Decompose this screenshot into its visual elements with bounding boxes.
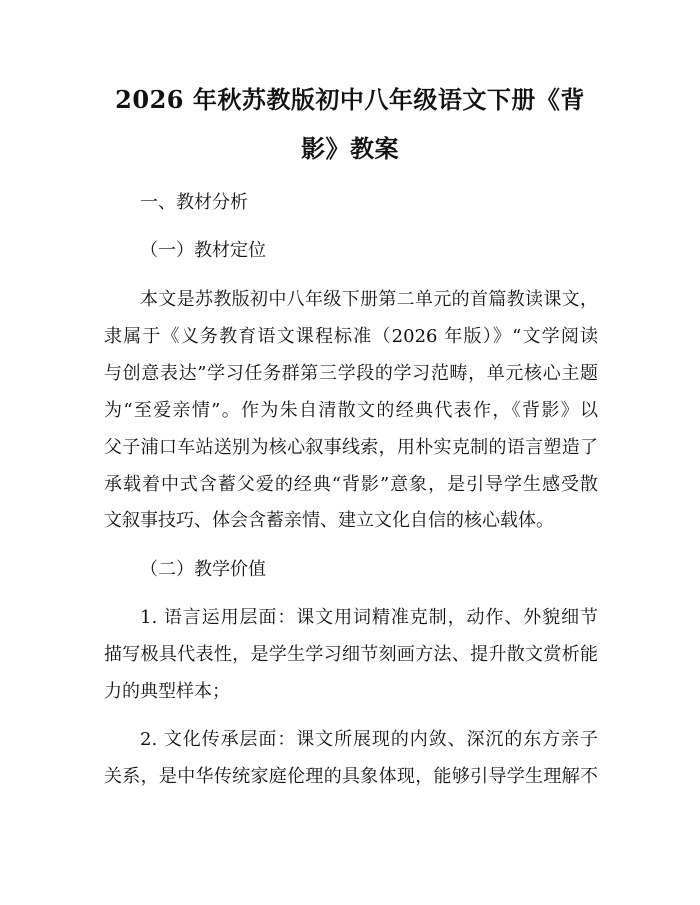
document-title-line-1: 2026 年秋苏教版初中八年级语文下册《背 (115, 85, 585, 114)
paragraph-line: 文叙事技巧、体会含蓄亲情、建立文化自信的核心载体。 (104, 510, 554, 531)
list-item-line: 描写极具代表性，是学生学习细节刻画方法、提升散文赏析能 (104, 644, 598, 665)
subsection-heading-teaching-value: （二）教学价值 (140, 559, 266, 580)
paragraph-line: 父子浦口车站送别为核心叙事线索，用朴实克制的语言塑造了 (104, 437, 598, 458)
paragraph-line: 本文是苏教版初中八年级下册第二单元的首篇教读课文， (140, 289, 598, 310)
list-item-line: 1. 语言运用层面：课文用词精准克制，动作、外貌细节 (140, 607, 598, 628)
paragraph-line: 承载着中式含蓄父爱的经典“背影”意象，是引导学生感受散 (104, 474, 598, 495)
paragraph-line: 与创意表达”学习任务群第三学段的学习范畴，单元核心主题 (104, 363, 598, 384)
list-item-line: 力的典型样本； (104, 681, 230, 702)
paragraph-line: 为“至爱亲情”。作为朱自清散文的经典代表作，《背影》以 (104, 400, 598, 421)
paragraph-line: 隶属于《义务教育语文课程标准（2026 年版）》“文学阅读 (104, 326, 598, 347)
list-item-line: 关系，是中华传统家庭伦理的具象体现，能够引导学生理解不 (104, 766, 598, 787)
document-title-line-2: 影》教案 (301, 134, 399, 163)
section-heading-textbook-analysis: 一、教材分析 (140, 192, 248, 213)
list-item-line: 2. 文化传承层面：课文所展现的内敛、深沉的东方亲子 (140, 729, 598, 750)
subsection-heading-positioning: （一）教材定位 (140, 240, 266, 261)
